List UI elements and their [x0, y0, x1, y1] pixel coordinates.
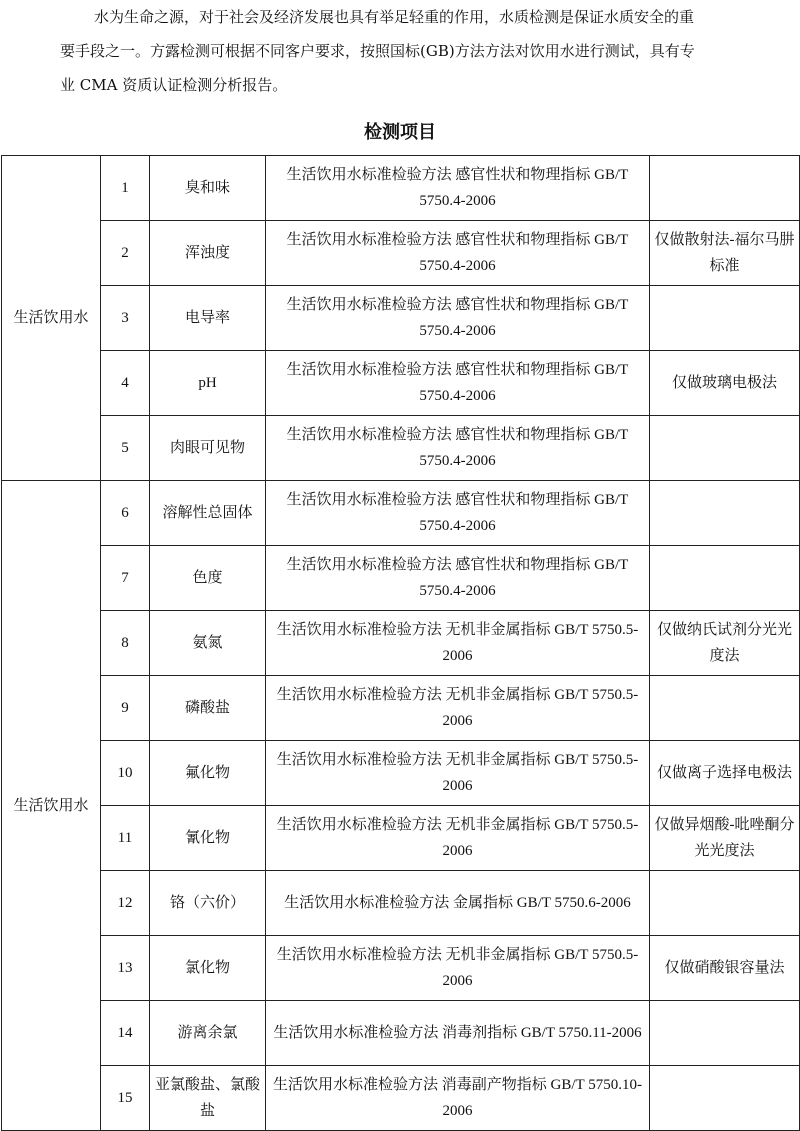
method-standard: 生活饮用水标准检验方法 感官性状和物理指标 GB/T 5750.4-2006 [266, 286, 650, 351]
item-name: 氨氮 [150, 611, 266, 676]
table-row [2, 1066, 800, 1131]
row-number: 6 [101, 481, 150, 546]
remark: 仅做离子选择电极法 [650, 741, 800, 806]
intro-paragraph [60, 0, 760, 102]
table-row [2, 286, 800, 351]
row-number: 15 [101, 1066, 150, 1131]
row-number: 11 [101, 806, 150, 871]
item-name: 亚氯酸盐、氯酸盐 [150, 1066, 266, 1131]
row-number: 10 [101, 741, 150, 806]
method-standard: 生活饮用水标准检验方法 感官性状和物理指标 GB/T 5750.4-2006 [266, 416, 650, 481]
intro-line: 水为生命之源，对于社会及经济发展也具有举足轻重的作用，水质检测是保证水质安全的重 [94, 8, 695, 26]
row-number: 12 [101, 871, 150, 936]
remark [650, 1001, 800, 1066]
table-row [2, 611, 800, 676]
remark: 仅做异烟酸-吡唑酮分光光度法 [650, 806, 800, 871]
method-standard: 生活饮用水标准检验方法 感官性状和物理指标 GB/T 5750.4-2006 [266, 221, 650, 286]
table-row [2, 741, 800, 806]
remark [650, 871, 800, 936]
item-name: 溶解性总固体 [150, 481, 266, 546]
method-standard: 生活饮用水标准检验方法 感官性状和物理指标 GB/T 5750.4-2006 [266, 481, 650, 546]
test-items-table [1, 155, 800, 1131]
row-number: 14 [101, 1001, 150, 1066]
category-cell: 生活饮用水 [2, 481, 101, 1131]
item-name: 氰化物 [150, 806, 266, 871]
method-standard: 生活饮用水标准检验方法 无机非金属指标 GB/T 5750.5-2006 [266, 741, 650, 806]
table-row [2, 481, 800, 546]
remark: 仅做散射法-福尔马肼标准 [650, 221, 800, 286]
item-name: 氯化物 [150, 936, 266, 1001]
table-row [2, 546, 800, 611]
item-name: 浑浊度 [150, 221, 266, 286]
table-row [2, 221, 800, 286]
table-row [2, 156, 800, 221]
method-standard: 生活饮用水标准检验方法 无机非金属指标 GB/T 5750.5-2006 [266, 676, 650, 741]
item-name: 电导率 [150, 286, 266, 351]
item-name: 氟化物 [150, 741, 266, 806]
row-number: 7 [101, 546, 150, 611]
method-standard: 生活饮用水标准检验方法 无机非金属指标 GB/T 5750.5-2006 [266, 806, 650, 871]
item-name: 色度 [150, 546, 266, 611]
item-name: 肉眼可见物 [150, 416, 266, 481]
remark [650, 156, 800, 221]
method-standard: 生活饮用水标准检验方法 无机非金属指标 GB/T 5750.5-2006 [266, 611, 650, 676]
remark [650, 1066, 800, 1131]
method-standard: 生活饮用水标准检验方法 金属指标 GB/T 5750.6-2006 [266, 871, 650, 936]
item-name: 铬（六价） [150, 871, 266, 936]
item-name: pH [150, 351, 266, 416]
row-number: 3 [101, 286, 150, 351]
table-row [2, 1001, 800, 1066]
method-standard: 生活饮用水标准检验方法 消毒剂指标 GB/T 5750.11-2006 [266, 1001, 650, 1066]
item-name: 游离余氯 [150, 1001, 266, 1066]
row-number: 1 [101, 156, 150, 221]
method-standard: 生活饮用水标准检验方法 感官性状和物理指标 GB/T 5750.4-2006 [266, 351, 650, 416]
table-row [2, 806, 800, 871]
remark: 仅做纳氏试剂分光光度法 [650, 611, 800, 676]
row-number: 8 [101, 611, 150, 676]
table-row [2, 676, 800, 741]
remark: 仅做硝酸银容量法 [650, 936, 800, 1001]
category-cell: 生活饮用水 [2, 156, 101, 481]
method-standard: 生活饮用水标准检验方法 无机非金属指标 GB/T 5750.5-2006 [266, 936, 650, 1001]
item-name: 磷酸盐 [150, 676, 266, 741]
row-number: 4 [101, 351, 150, 416]
row-number: 5 [101, 416, 150, 481]
intro-line: 要手段之一。方露检测可根据不同客户要求，按照国标(GB)方法方法对饮用水进行测试，具有专 [60, 42, 695, 60]
item-name: 臭和味 [150, 156, 266, 221]
table-row [2, 416, 800, 481]
remark [650, 676, 800, 741]
remark [650, 481, 800, 546]
remark [650, 416, 800, 481]
method-standard: 生活饮用水标准检验方法 消毒副产物指标 GB/T 5750.10-2006 [266, 1066, 650, 1131]
row-number: 2 [101, 221, 150, 286]
method-standard: 生活饮用水标准检验方法 感官性状和物理指标 GB/T 5750.4-2006 [266, 156, 650, 221]
row-number: 9 [101, 676, 150, 741]
remark: 仅做玻璃电极法 [650, 351, 800, 416]
method-standard: 生活饮用水标准检验方法 感官性状和物理指标 GB/T 5750.4-2006 [266, 546, 650, 611]
remark [650, 286, 800, 351]
table-row [2, 351, 800, 416]
table-row [2, 871, 800, 936]
row-number: 13 [101, 936, 150, 1001]
remark [650, 546, 800, 611]
intro-line: 业 CMA 资质认证检测分析报告。 [60, 76, 288, 94]
section-title: 检测项目 [364, 122, 436, 143]
table-row [2, 936, 800, 1001]
